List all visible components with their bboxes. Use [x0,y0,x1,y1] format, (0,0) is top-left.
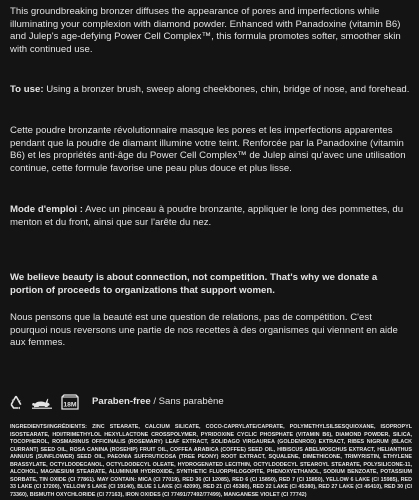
french-usage [10,204,412,229]
pao-label: 18M [63,401,77,409]
badge-icons [8,392,80,412]
cruelty-free-bunny-icon [31,394,53,410]
english-usage-label: To use: [10,84,44,95]
ingredients-list [10,424,412,499]
mission-statement-english: We believe beauty is about connection, not competition. That's why we donate a portion of proceeds to organizations that support women. [10,272,378,296]
paraben-free-separator: / [150,396,159,407]
paraben-free-french: Sans parabène [158,396,224,407]
ingredients-label: INGREDIENTS/INGRÉDIENTS: [10,424,87,430]
paraben-free-english: Paraben-free [92,396,151,407]
french-usage-label: Mode d'emploi : [10,204,83,215]
french-description: Cette poudre bronzante révolutionnaire masque les pores et les imperfections apparentes pendant que la poudre de diamant illumine votre teint. Renforcée par la Panadoxine (vitamin B6) et les propriétés anti-âge du Power Cell Complex™ de Julep ainsi qu'avec une utilisation continue, cette formule favorise une peau plus douce et plus lisse. [10,125,406,174]
english-description: This groundbreaking bronzer diffuses the appearance of pores and imperfections while illuminating your complexion with diamond powder. Enhanced with Panadoxine (vitamin B6) and Julep's age-defying Power Cell Complex™, this formula promotes softer, smoother skin with continued use. [10,6,401,55]
mission-statement-french: Nous pensons que la beauté est une question de relations, pas de compétition. C'est pourquoi nous reversons une partie de nos recettes à des organismes qui viennent en aide aux femmes. [10,312,398,349]
ingredients-text: ZINC STEARATE, CALCIUM SILICATE, COCO-CAPRYLATE/CAPRATE, POLYMETHYLSILSESQUIOXANE, ISOPROPYL ISOSTEARATE, HDI/TRIMETHYLOL HEXYLLACTONE CROSSPOLYMER, PYRIDOXINE CYCLIC PHOSPHATE (VITAMIN B6), DIAMOND POWDER, SILICA, TOCOPHEROL, ROSMARINUS OFFICINALIS (ROSEMARY) LEAF EXTRACT, SOLIDAGO VIRGAUREA (GOLDENROD) EXTRACT, RIBES NIGRUM (BLACK CURRANT) SEED OIL, ROSA CANINA (ROSEHIP) FRUIT OIL, COFFEA ARABICA (COFFEE) SEED OIL, HIBISCUS ABELMOSCHUS EXTRACT, HELIANTHUS ANNUUS (SUNFLOWER) SEED OIL, PAEONIA SUFFRUTICOSA (TREE PEONY) ROOT EXTRACT, SQUALENE, DIMETHICONE, TRIMYRISTIN, ETHYLENE BRASSYLATE, OCTYLDODECANOL, OCTYLDODECYL OLEATE, HYDROGENATED LECITHIN, OCTYLDODECYL STEAROYL STEARATE, POLYSILICONE-11, ALCOHOL, MAGNESIUM STEARATE, ALUMINUM HYDROXIDE, SYNTHETIC FLUORPHLOGOPITE, PHENOXYETHANOL, SODIUM BENZOATE, POTASSIUM SORBATE, TIN OXIDE (CI 77861). MAY CONTAIN: MICA (CI 77019), RED 36 (CI 12085), RED 6 (CI 15850), RED 7 (CI 15850), YELLOW 6 LAKE (CI 15985), RED 33 LAKE (CI 17200), YELLOW 5 LAKE (CI 19140), BLUE 1 LAKE (CI 42090), RED 21 (CI 45380), RED 22 LAKE (CI 45380), RED 27 LAKE (CI 45410), RED 30 (CI 73360), BISMUTH OXYCHLORIDE (CI 77163), IRON OXIDES (CI 77491/77492/77499), MANGANESE VIOLET (CI 77742) [10,424,412,498]
period-after-opening-icon [60,393,80,411]
french-usage-text: Avec un pinceau à poudre bronzante, appliquer le long des pommettes, du menton et du front, ainsi que sur l'arête du nez. [10,204,404,228]
recycle-icon [8,394,24,410]
paraben-free-label [92,396,224,408]
english-usage-text: Using a bronzer brush, sweep along cheekbones, chin, bridge of nose, and forehead. [43,84,410,95]
english-usage [10,84,412,97]
